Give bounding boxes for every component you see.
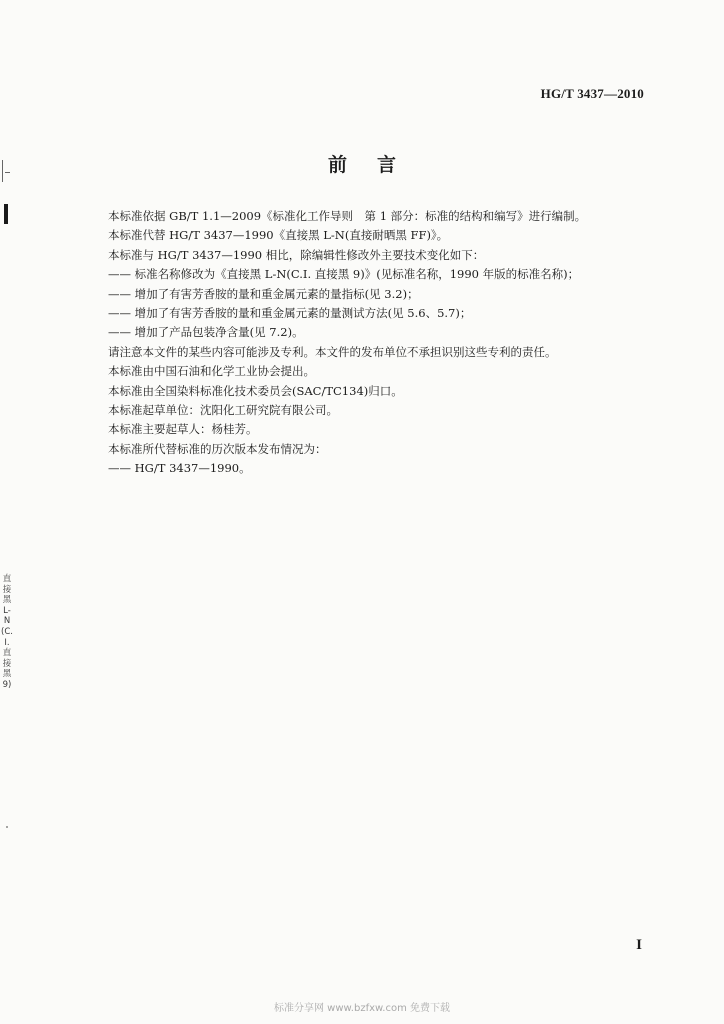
change-item-3: —— 增加了有害芳香胺的量和重金属元素的量测试方法(见 5.6、5.7)；: [108, 305, 472, 320]
change-item-4: —— 增加了产品包装净含量(见 7.2)。: [108, 325, 304, 340]
title-char-2: 言: [377, 154, 397, 176]
page-title: [0, 150, 724, 177]
paragraph-previous-editions: 本标准所代替标准的历次版本发布情况为：: [108, 441, 327, 456]
page-number: I: [636, 937, 642, 953]
paragraph-basis: 本标准依据 GB/T 1.1—2009《标准化工作导则 第 1 部分：标准的结构和编写》进行编制。: [108, 209, 587, 223]
paragraph-proposed-by: 本标准由中国石油和化学工业协会提出。: [108, 364, 315, 379]
watermark-text: 标准分享网 www.bzfxw.com 免费下载: [274, 1003, 450, 1014]
scan-speck: [6, 826, 8, 828]
paragraph-main-drafter: 本标准主要起草人：杨桂芳。: [108, 422, 258, 437]
paragraph-drafting-unit: 本标准起草单位：沈阳化工研究院有限公司。: [108, 402, 338, 417]
paragraph-replaces: 本标准代替 HG/T 3437—1990《直接黑 L-N(直接耐晒黑 FF)》。: [108, 228, 449, 243]
spine-text: 直接黑L-N(C.I.直接黑9): [1, 574, 13, 690]
title-char-1: 前: [327, 154, 347, 176]
paragraph-changes-intro: 本标准与 HG/T 3437—1990 相比，除编辑性修改外主要技术变化如下：: [108, 247, 485, 262]
change-item-2: —— 增加了有害芳香胺的量和重金属元素的量指标(见 3.2)；: [108, 286, 419, 301]
paragraph-patent-notice: 请注意本文件的某些内容可能涉及专利。本文件的发布单位不承担识别这些专利的责任。: [108, 344, 557, 359]
paragraph-under-jurisdiction: 本标准由全国染料标准化技术委员会(SAC/TC134)归口。: [108, 383, 403, 398]
change-item-1: —— 标准名称修改为《直接黑 L-N(C.I. 直接黑 9)》(见标准名称，1990 年版的标准名称)；: [108, 267, 580, 282]
previous-edition-item: —— HG/T 3437—1990。: [108, 461, 251, 476]
margin-bar-mark: [4, 204, 8, 224]
standard-code: HG/T 3437—2010: [540, 86, 644, 101]
foreword-body: [108, 207, 648, 478]
